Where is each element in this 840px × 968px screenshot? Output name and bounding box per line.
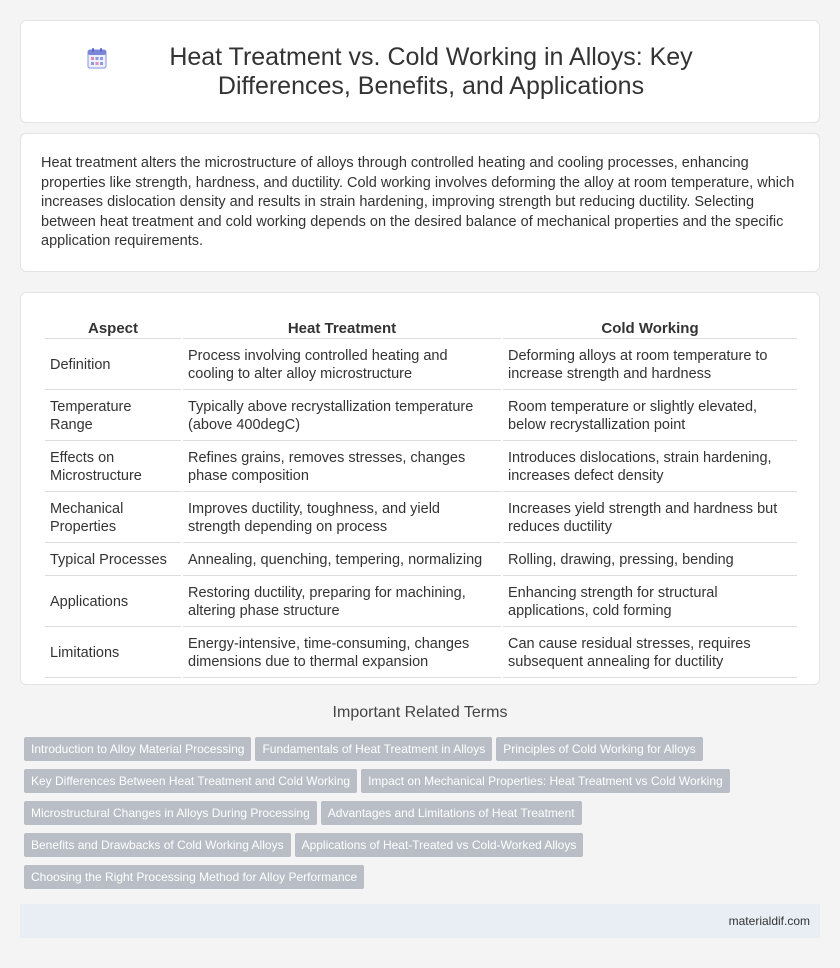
tag-row [24,865,820,897]
aspect-cell: Limitations [45,629,181,678]
aspect-cell: Mechanical Properties [45,494,181,543]
aspect-cell: Typical Processes [45,545,181,576]
cold-working-cell: Enhancing strength for structural applications, cold forming [503,578,797,627]
table-header-row [45,319,797,339]
related-term-tag[interactable]: Key Differences Between Heat Treatment and Cold Working [24,769,357,793]
cold-working-cell: Increases yield strength and hardness but reduces ductility [503,494,797,543]
comparison-table-card [20,292,820,685]
intro-paragraph: Heat treatment alters the microstructure of alloys through controlled heating and cooling processes, enhancing properties like strength, hardness, and ductility. Cold working involves deforming the alloy at room temperature, which increases dislocation density and results in strain hardening, improving strength but reducing ductility. Selecting between heat treatment and cold working depends on the desired balance of mechanical properties and the specific application requirements. [41,155,795,249]
table-row [45,392,797,441]
footer-site-link[interactable]: materialdif.com [728,914,810,928]
aspect-cell: Temperature Range [45,392,181,441]
related-term-tag[interactable]: Impact on Mechanical Properties: Heat Treatment vs Cold Working [361,769,730,793]
cold-working-cell: Introduces dislocations, strain hardening, increases defect density [503,443,797,492]
header-heat-treatment: Heat Treatment [183,319,501,339]
related-term-tag[interactable]: Microstructural Changes in Alloys During Processing [24,801,317,825]
table-row [45,341,797,390]
heat-treatment-cell: Improves ductility, toughness, and yield strength depending on process [183,494,501,543]
calendar-grid-icon [87,47,107,69]
aspect-cell: Definition [45,341,181,390]
related-term-tag[interactable]: Advantages and Limitations of Heat Treatment [321,801,582,825]
cold-working-cell: Room temperature or slightly elevated, below recrystallization point [503,392,797,441]
table-row [45,545,797,576]
tag-row [24,769,820,801]
aspect-cell: Effects on Microstructure [45,443,181,492]
table-row [45,578,797,627]
header-cold-working: Cold Working [503,319,797,339]
header-aspect: Aspect [45,319,181,339]
intro-card [20,133,820,272]
cold-working-cell: Deforming alloys at room temperature to increase strength and hardness [503,341,797,390]
heat-treatment-cell: Restoring ductility, preparing for machining, altering phase structure [183,578,501,627]
title-wrap [21,43,821,101]
related-term-tag[interactable]: Applications of Heat-Treated vs Cold-Worked Alloys [295,833,584,857]
footer-bar [20,904,820,938]
heat-treatment-cell: Typically above recrystallization temperature (above 400degC) [183,392,501,441]
related-terms-list [24,737,820,897]
cold-working-cell: Rolling, drawing, pressing, bending [503,545,797,576]
related-term-tag[interactable]: Principles of Cold Working for Alloys [496,737,703,761]
related-term-tag[interactable]: Introduction to Alloy Material Processing [24,737,251,761]
heat-treatment-cell: Process involving controlled heating and cooling to alter alloy microstructure [183,341,501,390]
heat-treatment-cell: Annealing, quenching, tempering, normalizing [183,545,501,576]
title-card [20,20,820,123]
related-terms-title: Important Related Terms [332,704,508,721]
tag-row [24,801,820,833]
table-row [45,494,797,543]
table-row [45,629,797,678]
heat-treatment-cell: Energy-intensive, time-consuming, changes dimensions due to thermal expansion [183,629,501,678]
page-title: Heat Treatment vs. Cold Working in Alloys: Key Differences, Benefits, and Applications [169,43,693,100]
related-term-tag[interactable]: Fundamentals of Heat Treatment in Alloys [255,737,492,761]
comparison-table [43,317,799,680]
tag-row [24,833,820,865]
heat-treatment-cell: Refines grains, removes stresses, changes phase composition [183,443,501,492]
table-row [45,443,797,492]
related-term-tag[interactable]: Choosing the Right Processing Method for Alloy Performance [24,865,364,889]
aspect-cell: Applications [45,578,181,627]
related-term-tag[interactable]: Benefits and Drawbacks of Cold Working Alloys [24,833,291,857]
tag-row [24,737,820,769]
cold-working-cell: Can cause residual stresses, requires subsequent annealing for ductility [503,629,797,678]
